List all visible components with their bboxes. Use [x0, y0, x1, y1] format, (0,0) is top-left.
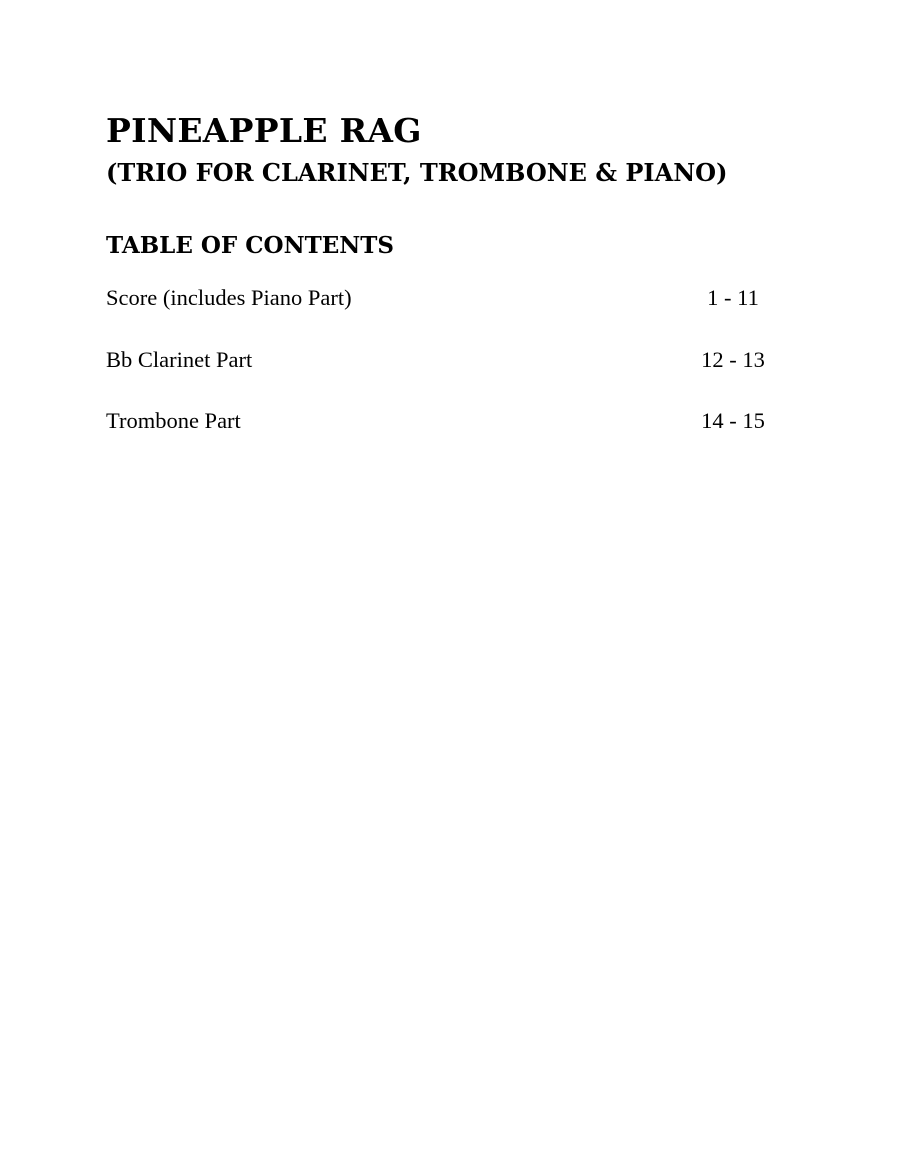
document-subtitle: (TRIO FOR CLARINET, TROMBONE & PIANO)	[106, 158, 728, 187]
toc-entry-label: Score (includes Piano Part)	[106, 285, 352, 310]
toc-entry-label: Trombone Part	[106, 408, 241, 433]
toc-entry-label: Bb Clarinet Part	[106, 347, 253, 372]
toc-entry-clarinet-part	[106, 345, 778, 375]
toc-heading: TABLE OF CONTENTS	[106, 232, 394, 259]
toc-entry-trombone-part	[106, 406, 778, 436]
toc-entry-pages: 1 - 11	[707, 285, 759, 310]
toc-entry-pages: 12 - 13	[701, 347, 765, 372]
document-title: PINEAPPLE RAG	[106, 111, 422, 150]
toc-entry-pages: 14 - 15	[701, 408, 765, 433]
toc-entry-score	[106, 283, 778, 313]
